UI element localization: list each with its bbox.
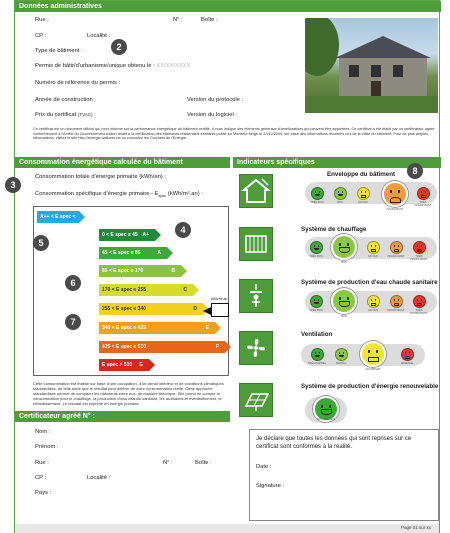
rating-face-insufficient — [390, 241, 403, 254]
permit-ref-label: Numéro de référence du permis : — [35, 80, 121, 86]
building-type-label: Type de bâtiment : — [35, 48, 83, 54]
callout-marker-2: 2 — [111, 39, 127, 55]
scale-label: TRÈS BON — [309, 255, 323, 258]
house-window — [371, 65, 381, 77]
scale-label: TRÈS INSUFFISANT — [410, 255, 428, 261]
rating-face-very-good — [311, 187, 324, 200]
price-text: Prix du certificat — [35, 112, 77, 118]
tree-shape — [305, 18, 339, 76]
house-window — [349, 65, 359, 77]
bar-range: E spec > 510 — [102, 362, 133, 368]
shower-icon — [239, 279, 273, 313]
solar-panel-icon — [239, 383, 273, 417]
rating-face-very-insufficient — [413, 295, 426, 308]
section-header-admin: Données administratives — [15, 1, 441, 12]
energy-bar-a — [99, 247, 167, 259]
bar-letter: D — [193, 306, 197, 312]
rating-face-absent — [401, 348, 414, 361]
callout-marker-5: 5 — [33, 235, 49, 251]
energy-bar-a-plus — [99, 229, 155, 241]
rating-face-insufficient-selected — [382, 181, 408, 207]
energy-bar-a-plus-plus — [37, 211, 79, 232]
scale-label: BON — [341, 261, 347, 264]
callout-marker-6: 6 — [65, 275, 81, 291]
energy-bar-c — [99, 284, 193, 296]
construction-year-label: Année de construction : — [35, 97, 96, 103]
bar-range: 85 < E spec ≤ 170 — [102, 268, 144, 274]
energy-bar-g — [99, 359, 149, 371]
certifier-number-label: N° : — [163, 460, 173, 466]
consumption-note: Cette consommation est établie sur base d'une occupation, d'un climat intérieur et de conditions climatiques standardisés, de telle sorte que le résultat peut différer de votre consommation réelle. Cette approche standardisée permet de comparer les bâtiments entre eux, de manière théorique. Elle prend en compte la consommation pour le chauffage, la production d'eau chaude sanitaire, les auxiliaires et éventuellement, le refroidissement. Le résultat est exprimé en énergie primaire. — [33, 381, 224, 406]
scale-label: PARTIEL — [335, 362, 347, 365]
rating-face-insufficient — [390, 295, 403, 308]
certificate-page — [10, 0, 440, 533]
scale-label: MOYEN — [368, 255, 378, 258]
certificate-info-note: Ce certificat est un document officiel qui vous informe sur la performance énergétique du bâtiment certifié. Il vous indique des éléments généraux d'améliorations qui peuvent être apportées. Ce certificat a été établi par un certificateur agréé conformément à l'Arrêté du Gouvernement wallon relatif à la certification des bâtiments résidentiels existants publié au Moniteur belge le 22/12/2009, sur base des informations récoltées lors de la visite du bâtiment. Pour de plus amples informations, visitez le site http://energie.wallonie.be ou consultez les Guichets de l'Énergie. — [33, 127, 435, 141]
date-label: Date : — [256, 464, 272, 470]
bar-range: 425 < E spec ≤ 510 — [102, 344, 147, 350]
rating-face-medium — [367, 241, 380, 254]
house-roof-shape — [335, 36, 431, 58]
tvac-text: (TVAC) : — [77, 112, 96, 117]
house-window — [393, 65, 403, 77]
section-header-certifier: Certificateur agréé N° : — [15, 411, 230, 422]
pointer-unit-label: kWh/m².an — [211, 297, 228, 301]
rating-face-very-insufficient — [417, 187, 430, 200]
declaration-text: Je déclare que toutes les données qui sont reprises sur ce certificat sont conformes à la réalité. — [256, 436, 412, 450]
indicator-label-hot-water: Système de production d'eau chaude sanitaire — [301, 279, 438, 286]
page-number: Page 01 sur xx — [400, 525, 431, 530]
bar-range: 45 < E spec ≤ 85 — [102, 250, 141, 256]
scale-label: TRÈS INSUFFISANT — [410, 309, 428, 315]
postcode-label: CP : — [35, 33, 47, 39]
rating-face-partial — [335, 348, 348, 361]
software-version-label: Version du logiciel : — [187, 112, 237, 118]
section-header-consumption: Consommation énergétique calculée du bâtiment — [15, 157, 230, 168]
callout-marker-4: 4 — [175, 222, 191, 238]
signature-label: Signature : — [256, 483, 285, 489]
certificate-price-label — [35, 112, 95, 118]
bar-range: 340 < E spec ≤ 425 — [102, 325, 147, 331]
indicator-label-envelope: Enveloppe du bâtiment — [327, 171, 396, 178]
indicator-label-renewable: Système de production d'énergie renouvelable — [301, 383, 439, 390]
bar-letter: A — [157, 250, 161, 256]
scale-label: SOL. SOLAIRE — [317, 418, 335, 421]
bar-letter: C — [183, 287, 187, 293]
certifier-name-label: Nom : — [35, 429, 51, 435]
bar-letter: F — [215, 344, 219, 350]
rating-face-very-insufficient — [413, 241, 426, 254]
energy-bar-b — [99, 265, 181, 277]
bar-letter: B — [171, 268, 175, 274]
rating-face-incomplete-selected — [360, 341, 386, 367]
scale-label: BON — [341, 315, 347, 318]
scale-label: TRÈS PARTIEL — [307, 362, 327, 365]
certifier-firstname-label: Prénom : — [35, 444, 59, 450]
rating-face-medium — [357, 187, 370, 200]
scale-label: TRÈS BON — [309, 309, 323, 312]
house-wall-shape — [339, 58, 427, 98]
scale-label: TRÈS INSUFFISANT — [414, 201, 432, 207]
consumption-pointer-tip — [203, 307, 211, 315]
scale-label: INSUFFISANT — [387, 309, 405, 312]
scale-label: BON — [337, 201, 343, 204]
specific-unit: (kWh/m².an) : — [167, 191, 203, 197]
street-label: Rue : — [35, 17, 49, 23]
rating-face-good — [334, 187, 347, 200]
certifier-country-label: Pays : — [35, 490, 52, 496]
energy-bar-d — [99, 303, 203, 315]
footer-bar — [15, 524, 439, 533]
bar-range: 170 < E spec ≤ 255 — [102, 287, 147, 293]
scale-label: INSUFFISANT — [386, 208, 404, 211]
permit-label-text: Permis de bâtir/d'urbanisme/unique obtenu le : — [35, 63, 155, 69]
certifier-locality-label: Localité : — [87, 475, 111, 481]
rating-face-very-partial — [311, 348, 324, 361]
garden-shape — [305, 96, 438, 113]
certifier-postcode-label: CP : — [35, 475, 47, 481]
callout-marker-7: 7 — [65, 314, 81, 330]
certifier-street-label: Rue : — [35, 460, 49, 466]
total-consumption-label: Consommation totale d'énergie primaire (kWh/an) : — [35, 174, 166, 180]
specific-text: Consommation spécifique d'énergie primaire - E — [35, 191, 159, 197]
bar-letter: E — [205, 325, 209, 331]
locality-label: Localité : — [87, 33, 111, 39]
callout-marker-3: 3 — [5, 177, 21, 193]
box-label: Boîte : — [201, 17, 218, 23]
indicator-label-heating: Système de chauffage — [301, 226, 367, 233]
specific-consumption-label — [35, 191, 203, 198]
bar-range: A++ < E spec < 0 — [40, 214, 76, 232]
fan-icon — [239, 331, 273, 365]
protocol-version-label: Version du protocole : — [187, 97, 244, 103]
bar-letter: G — [139, 362, 143, 368]
scale-label: MOYEN — [368, 309, 378, 312]
rating-face-very-good — [310, 241, 323, 254]
consumption-pointer — [211, 303, 229, 317]
scale-label: INSUFFISANT — [387, 255, 405, 258]
bar-letter: A+ — [142, 232, 149, 238]
permit-label — [35, 63, 190, 69]
scale-label: INCOMPLET — [365, 368, 381, 371]
scale-label: ABSENCE — [400, 362, 414, 365]
scale-label: MOYEN — [358, 201, 368, 204]
scale-label: TRÈS BON — [310, 201, 324, 204]
specific-sub: spec — [158, 194, 167, 199]
rating-face-good-selected — [331, 288, 357, 314]
indicator-label-ventilation: Ventilation — [301, 331, 333, 338]
number-label: N° : — [173, 17, 183, 23]
section-header-indicators: Indicateurs spécifiques — [233, 157, 441, 168]
bar-range: 0 < E spec ≤ 45 — [102, 232, 138, 238]
rating-face-very-good — [310, 295, 323, 308]
rating-face-good-selected — [331, 234, 357, 260]
radiator-icon — [239, 227, 273, 261]
certifier-box-label: Boîte : — [195, 460, 212, 466]
house-envelope-icon — [239, 174, 273, 208]
declaration-box — [249, 429, 439, 521]
energy-bar-e — [99, 322, 215, 334]
permit-date-placeholder: XX/XX/XXXX — [156, 63, 191, 69]
bar-range: 255 < E spec ≤ 340 — [102, 306, 147, 312]
building-photo — [305, 18, 438, 113]
callout-marker-8: 8 — [407, 163, 423, 179]
rating-face-medium — [367, 295, 380, 308]
energy-bar-f — [99, 341, 225, 353]
